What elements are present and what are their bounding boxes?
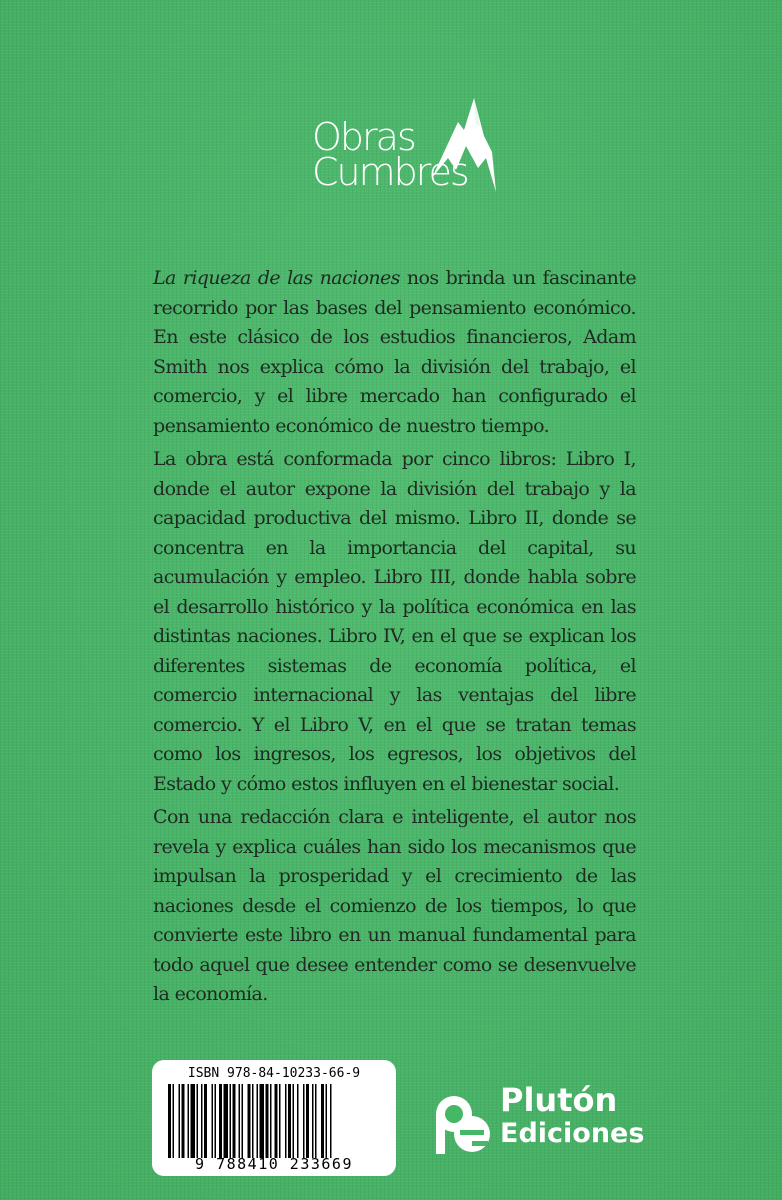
publisher-name: Plutón — [500, 1081, 618, 1119]
isbn-label: ISBN 978-84-10233-66-9 — [187, 1066, 361, 1081]
barcode-digits: 9 788410 233669 — [195, 1155, 353, 1173]
barcode-bars — [168, 1084, 384, 1158]
book-title-italic: La riqueza de las naciones — [153, 267, 400, 289]
publisher-imprint: Ediciones — [500, 1118, 645, 1149]
description-paragraph-3: Con una redacción clara e inteligente, el autor nos revela y explica cuáles han sido los mecanismos que impulsan la prosperidad y el crecimiento de las naciones desde el comienzo de los tiempos, lo que convierte este libro en un manual fundamental para todo aquel que desee entender como se desenvuelve la economía. — [153, 806, 636, 1005]
mountain-icon — [426, 96, 498, 192]
series-logo-line2: Cumbres — [312, 150, 468, 194]
book-description — [153, 264, 636, 1014]
publisher-logo — [432, 1082, 652, 1156]
isbn-barcode — [152, 1060, 396, 1176]
description-paragraph-1 — [153, 264, 636, 441]
description-paragraph-1-text: nos brinda un fascinante recorrido por las bases del pensamiento económico. En este clásico de los estudios financieros, Adam Smith nos explica cómo la división del trabajo, el comercio, y el libre mercado han configurado el pensamiento económico de nuestro tiempo. — [153, 267, 636, 437]
description-paragraph-2: La obra está conformada por cinco libros: Libro I, donde el autor expone la división del trabajo y la capacidad productiva del mismo. Libro II, donde se concentra en la importancia del capital, su acumulación y empleo. Libro III, donde habla sobre el desarrollo histórico y la política económica en las distintas naciones. Libro IV, en el que se explican los diferentes sistemas de economía política, el comercio internacional y las ventajas del libre comercio. Y el Libro V, en el que se tratan temas como los ingresos, los egresos, los objetivos del Estado y cómo estos influyen en el bienestar social. — [153, 448, 636, 795]
series-logo — [312, 96, 497, 196]
series-logo-line1: Obras — [312, 115, 415, 159]
pe-icon — [432, 1090, 492, 1156]
